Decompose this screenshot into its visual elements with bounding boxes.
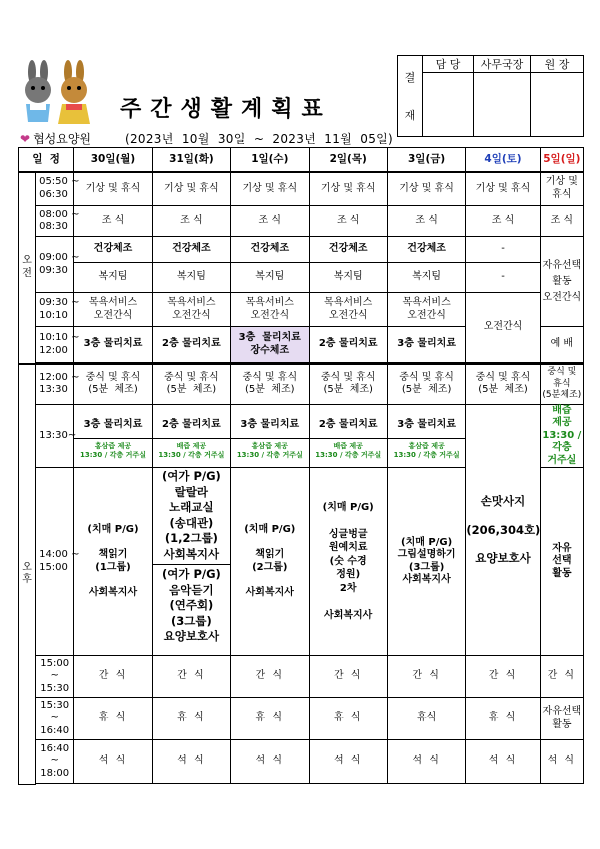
activity-cell: 복지팀 xyxy=(231,263,309,293)
activity-cell: 조 식 xyxy=(152,206,230,237)
day-header: 5일(일) xyxy=(540,148,583,172)
activity-cell: 조 식 xyxy=(231,206,309,237)
activity-cell: - xyxy=(466,237,540,263)
day-header: 1일(수) xyxy=(231,148,309,172)
activity-cell: 조 식 xyxy=(387,206,465,237)
activity-cell: 복지팀 xyxy=(74,263,152,293)
activity-cell: 목욕서비스 오전간식 xyxy=(309,293,387,327)
day-header: 31일(화) xyxy=(152,148,230,172)
activity-cell: (치매 P/G) 책읽기 (2그룹) 사회복지사 xyxy=(231,468,309,656)
approval-sign xyxy=(531,73,584,137)
activity-cell: 기상 및 휴식 xyxy=(387,172,465,206)
schedule-label: 일 정 xyxy=(19,148,74,172)
time-slot: 09:30 ~ 10:10 xyxy=(36,293,74,327)
approval-role: 원 장 xyxy=(531,56,584,73)
activity-cell: 조 식 xyxy=(309,206,387,237)
time-slot: 12:00 ~ 13:30 xyxy=(36,364,74,404)
activity-cell: 석 식 xyxy=(540,740,583,784)
activity-cell: 예 배 xyxy=(540,327,583,363)
activity-cell: 3층 물리치료 xyxy=(387,327,465,363)
activity-cell: (치매 P/G) 그림설명하기 (3그룹) 사회복지사 xyxy=(387,468,465,656)
activity-cell: 오전간식 xyxy=(466,293,540,363)
heart-icon: ❤ xyxy=(20,131,31,146)
activity-cell: 중식 및 휴식 (5분 체조) xyxy=(231,364,309,404)
activity-cell: 휴 식 xyxy=(74,698,152,740)
approval-sign xyxy=(474,73,531,137)
activity-cell: 자유선택 활동 xyxy=(540,698,583,740)
activity-cell: 간 식 xyxy=(152,656,230,698)
activity-cell: 3층 물리치료 홍삼즙 제공 13:30 / 각층 거주실 xyxy=(74,404,152,468)
activity-cell: 2층 물리치료 배즙 제공 13:30 / 각층 거주실 xyxy=(309,404,387,468)
activity-cell: 석 식 xyxy=(231,740,309,784)
activity-cell: 중식 및 휴식 (5분 체조) xyxy=(152,364,230,404)
activity-cell: 자유 선택 활동 xyxy=(540,468,583,656)
activity-cell: 목욕서비스 오전간식 xyxy=(74,293,152,327)
activity-cell: 3층 물리치료 홍삼즙 제공 13:30 / 각층 거주실 xyxy=(231,404,309,468)
activity-cell: - xyxy=(466,263,540,293)
time-slot: 10:10 ~ 12:00 xyxy=(36,327,74,363)
time-slot: 08:00 ~ 08:30 xyxy=(36,206,74,237)
activity-cell: (여가 P/G) 랄랄라 노래교실 (송대관) (1,2그룹) 사회복지사 (여가 P/G) 음악듣기 (연주회) (3그룹) 요양보호사 xyxy=(152,468,230,656)
activity-cell: 간 식 xyxy=(387,656,465,698)
time-slot: 09:00 ~ 09:30 xyxy=(36,237,74,293)
activity-cell: 석 식 xyxy=(152,740,230,784)
activity-cell: 중식 및 휴식 (5분 체조) xyxy=(387,364,465,404)
activity-cell: 간 식 xyxy=(309,656,387,698)
activity-cell: 석 식 xyxy=(309,740,387,784)
activity-cell: 간 식 xyxy=(231,656,309,698)
approval-role: 사무국장 xyxy=(474,56,531,73)
activity-cell: 조 식 xyxy=(466,206,540,237)
activity-cell: 자유선택 활동 오전간식 xyxy=(540,237,583,327)
activity-cell: 중식 및 휴식 (5분체조) xyxy=(540,364,583,404)
activity-cell: 목욕서비스 오전간식 xyxy=(231,293,309,327)
activity-cell: 휴 식 xyxy=(152,698,230,740)
time-slot: 16:40 ~ 18:00 xyxy=(36,740,74,784)
bunny-logo xyxy=(18,60,98,130)
time-slot: 15:30 ~ 16:40 xyxy=(36,698,74,740)
activity-cell: 중식 및 휴식 (5분 체조) xyxy=(74,364,152,404)
approval-label: 결 재 xyxy=(398,56,423,137)
activity-cell: 중식 및 휴식 (5분 체조) xyxy=(309,364,387,404)
activity-cell: 건강체조 xyxy=(387,237,465,263)
activity-cell: 기상 및 휴식 xyxy=(466,172,540,206)
activity-cell: 조 식 xyxy=(74,206,152,237)
weekly-schedule xyxy=(18,147,584,785)
activity-cell: 3층 물리치료 xyxy=(74,327,152,363)
time-slot: 13:30~ xyxy=(36,404,74,468)
activity-cell: 3층 물리치료 홍삼즙 제공 13:30 / 각층 거주실 xyxy=(387,404,465,468)
activity-cell: (치매 P/G) 싱글벙글 원예치료 (숫 수경 정원) 2차 사회복지사 xyxy=(309,468,387,656)
activity-cell: 복지팀 xyxy=(387,263,465,293)
activity-cell: 기상 및 휴식 xyxy=(231,172,309,206)
day-header: 3일(금) xyxy=(387,148,465,172)
activity-cell: 2층 물리치료 xyxy=(152,327,230,363)
activity-cell: 2층 물리치료 배즙 제공 13:30 / 각층 거주실 xyxy=(152,404,230,468)
activity-cell: 조 식 xyxy=(540,206,583,237)
activity-cell: 기상 및 휴식 xyxy=(152,172,230,206)
activity-cell: 건강체조 xyxy=(231,237,309,263)
activity-cell: 기상 및 휴식 xyxy=(74,172,152,206)
page-title: 주간생활계획표 xyxy=(120,97,332,122)
approval-role: 담 당 xyxy=(423,56,474,73)
period-pm: 오 후 xyxy=(19,364,36,784)
activity-cell: (치매 P/G) 책읽기 (1그룹) 사회복지사 xyxy=(74,468,152,656)
activity-cell: 기상 및 휴식 xyxy=(540,172,583,206)
org-name: ❤ 협성요양원 xyxy=(20,131,92,146)
activity-cell: 건강체조 xyxy=(74,237,152,263)
activity-cell: 복지팀 xyxy=(309,263,387,293)
activity-cell: 복지팀 xyxy=(152,263,230,293)
activity-cell: 목욕서비스 오전간식 xyxy=(387,293,465,327)
activity-cell: 휴 식 xyxy=(309,698,387,740)
activity-cell: 손맛사지 (206,304호) 요양보호사 xyxy=(466,404,540,656)
activity-cell: 간 식 xyxy=(466,656,540,698)
activity-cell: 3층 물리치료 장수체조 xyxy=(231,327,309,363)
activity-cell: 2층 물리치료 xyxy=(309,327,387,363)
time-slot: 14:00 ~ 15:00 xyxy=(36,468,74,656)
time-slot: 05:50 ~ 06:30 xyxy=(36,172,74,206)
activity-cell: 건강체조 xyxy=(152,237,230,263)
activity-cell: 석 식 xyxy=(74,740,152,784)
activity-cell: 석 식 xyxy=(387,740,465,784)
activity-cell: 휴 식 xyxy=(466,698,540,740)
activity-cell: 석 식 xyxy=(466,740,540,784)
activity-cell: 간 식 xyxy=(540,656,583,698)
activity-cell: 휴식 xyxy=(387,698,465,740)
activity-cell: 배즙 제공 13:30 / 각층 거주실 xyxy=(540,404,583,468)
activity-cell: 간 식 xyxy=(74,656,152,698)
activity-cell: 휴 식 xyxy=(231,698,309,740)
activity-cell: 건강체조 xyxy=(309,237,387,263)
day-header: 30일(월) xyxy=(74,148,152,172)
day-header: 4일(토) xyxy=(466,148,540,172)
activity-cell: 목욕서비스 오전간식 xyxy=(152,293,230,327)
activity-cell: 중식 및 휴식 (5분 체조) xyxy=(466,364,540,404)
activity-cell: 기상 및 휴식 xyxy=(309,172,387,206)
approval-sign xyxy=(423,73,474,137)
period-range: (2023년 10월 30일 ~ 2023년 11월 05일) xyxy=(125,132,393,146)
approval-box xyxy=(397,55,584,137)
day-header: 2일(목) xyxy=(309,148,387,172)
time-slot: 15:00 ~ 15:30 xyxy=(36,656,74,698)
period-am: 오 전 xyxy=(19,172,36,365)
